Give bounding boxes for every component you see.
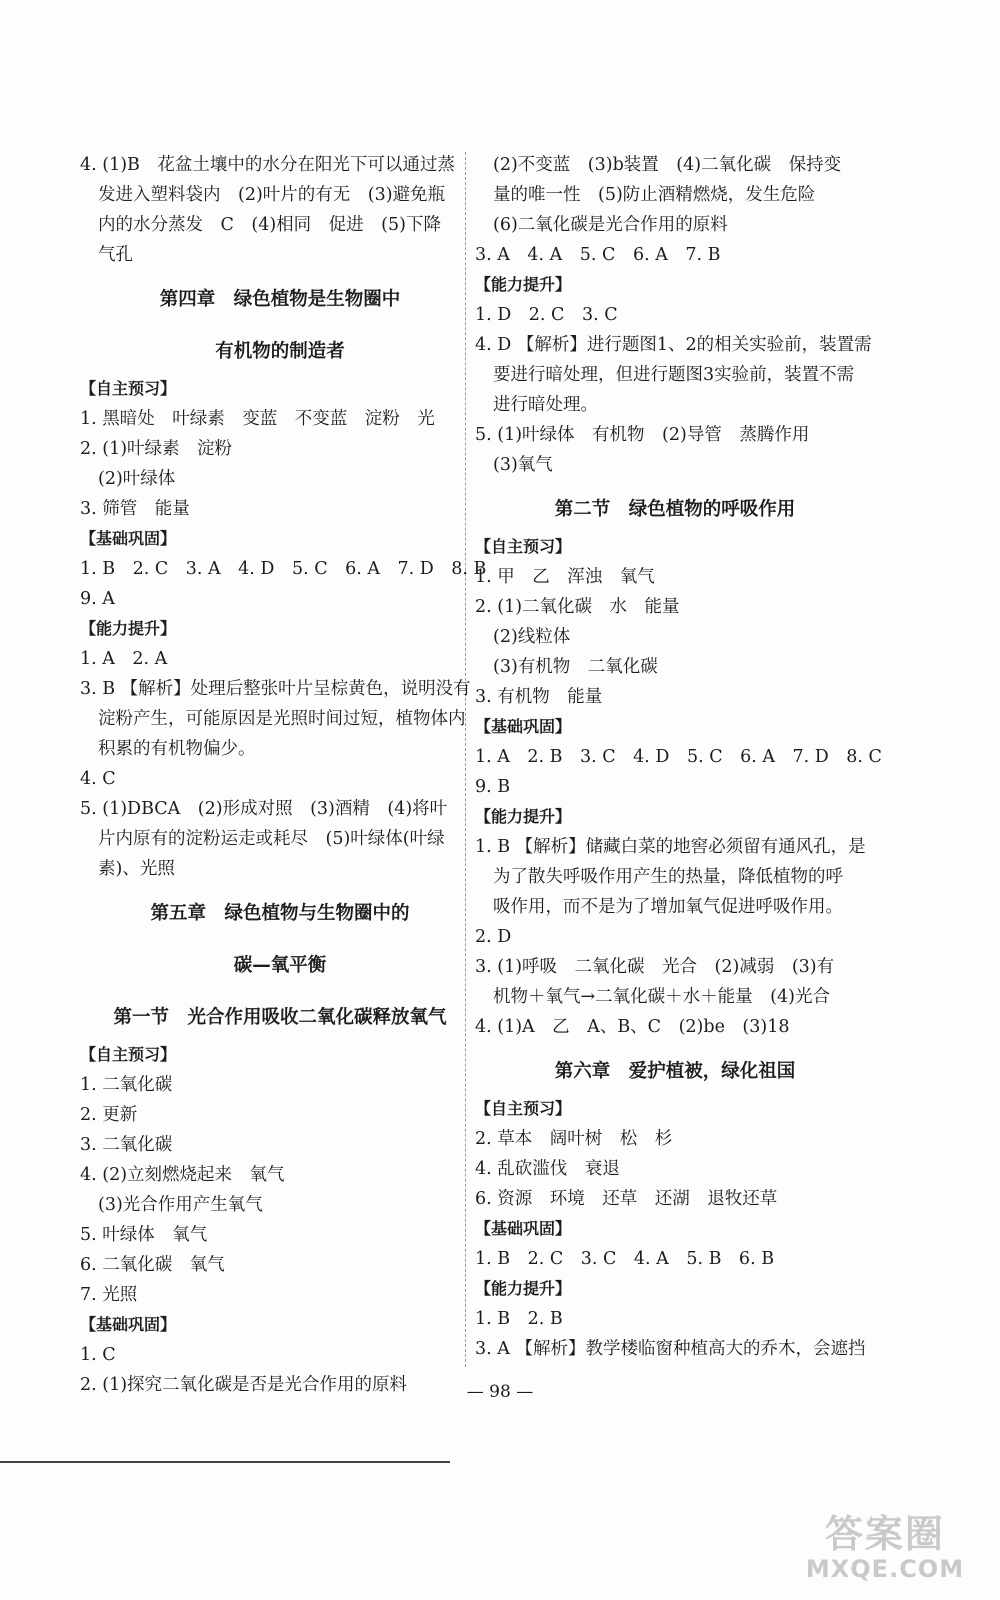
answer-line: 量的唯一性 (5)防止酒精燃烧，发生危险 xyxy=(493,185,816,205)
section-heading: 碳—氧平衡 xyxy=(233,955,327,976)
answer-line: 发进入塑料袋内 (2)叶片的有无 (3)避免瓶 xyxy=(98,185,446,205)
answer-line: (6)二氧化碳是光合作用的原料 xyxy=(493,215,728,235)
section-tag: 【能力提升】 xyxy=(475,275,572,294)
section-tag: 【能力提升】 xyxy=(80,619,177,638)
answer-line: (2)线粒体 xyxy=(493,627,571,647)
answer-line: 2. (1)二氧化碳 水 能量 xyxy=(475,597,680,617)
answer-line: 1. B 2. C 3. C 4. A 5. B 6. B xyxy=(475,1249,775,1269)
answer-line: 1. D 2. C 3. C xyxy=(475,305,618,325)
answer-line: 2. 草本 阔叶树 松 杉 xyxy=(475,1129,673,1149)
answer-line: 为了散失呼吸作用产生的热量，降低植物的呼 xyxy=(493,867,843,887)
section-heading: 第六章 爱护植被，绿化祖国 xyxy=(554,1061,796,1082)
answer-line: 2. (1)叶绿素 淀粉 xyxy=(80,439,233,459)
watermark xyxy=(790,1512,980,1582)
answer-line: 5. 叶绿体 氧气 xyxy=(80,1225,208,1245)
section-tag: 【能力提升】 xyxy=(475,807,572,826)
answer-line: 1. 甲 乙 浑浊 氧气 xyxy=(475,567,655,587)
left-column xyxy=(80,150,487,1400)
answer-line: 机物＋氧气→二氧化碳＋水＋能量 (4)光合 xyxy=(493,987,830,1007)
section-tag: 【自主预习】 xyxy=(80,379,177,398)
answer-line: 4. C xyxy=(80,769,116,789)
answer-line: 3. B 【解析】处理后整张叶片呈棕黄色，说明没有 xyxy=(80,679,471,699)
answer-line: 3. A 【解析】教学楼临窗种植高大的乔木，会遮挡 xyxy=(475,1339,866,1359)
answer-line: 4. D 【解析】进行题图1、2的相关实验前，装置需 xyxy=(475,335,872,355)
answer-line: 3. 二氧化碳 xyxy=(80,1135,173,1155)
answer-line: 9. B xyxy=(475,777,511,797)
answer-line: 淀粉产生，可能原因是光照时间过短，植物体内 xyxy=(98,709,466,729)
answer-line: 片内原有的淀粉运走或耗尽 (5)叶绿体(叶绿 xyxy=(98,829,445,849)
section-tag: 【自主预习】 xyxy=(80,1045,177,1064)
section-heading: 第二节 绿色植物的呼吸作用 xyxy=(554,499,796,520)
answer-line: 3. (1)呼吸 二氧化碳 光合 (2)减弱 (3)有 xyxy=(475,957,835,977)
section-heading: 有机物的制造者 xyxy=(215,341,345,362)
answer-line: (2)不变蓝 (3)b装置 (4)二氧化碳 保持变 xyxy=(493,155,842,175)
answer-line: 4. (1)A 乙 A、B、C (2)be (3)18 xyxy=(475,1017,790,1037)
answer-line: 5. (1)DBCA (2)形成对照 (3)酒精 (4)将叶 xyxy=(80,799,448,819)
answer-line: 3. A 4. A 5. C 6. A 7. B xyxy=(475,245,721,265)
answer-line: 9. A xyxy=(80,589,115,609)
answer-line: (3)氧气 xyxy=(493,455,553,475)
section-tag: 【基础巩固】 xyxy=(475,717,572,736)
section-tag: 【基础巩固】 xyxy=(475,1219,572,1238)
section-tag: 【自主预习】 xyxy=(475,1099,572,1118)
answer-line: 1. A 2. A xyxy=(80,649,168,669)
answer-line: 3. 有机物 能量 xyxy=(475,687,603,707)
answer-line: 2. 更新 xyxy=(80,1105,138,1125)
answer-line: 气孔 xyxy=(98,245,133,265)
answer-line: 内的水分蒸发 C (4)相同 促进 (5)下降 xyxy=(98,215,441,235)
answer-line: 吸作用，而不是为了增加氧气促进呼吸作用。 xyxy=(493,897,843,917)
answer-line: 1. B 2. B xyxy=(475,1309,563,1329)
answer-line: 2. (1)探究二氧化碳是否是光合作用的原料 xyxy=(80,1375,408,1395)
answer-line: 1. 黑暗处 叶绿素 变蓝 不变蓝 淀粉 光 xyxy=(80,409,435,429)
answer-line: 要进行暗处理，但进行题图3实验前，装置不需 xyxy=(493,365,855,385)
answer-line: 素)、光照 xyxy=(98,859,175,879)
right-column xyxy=(475,150,882,1364)
section-heading: 第四章 绿色植物是生物圈中 xyxy=(159,289,401,310)
scan-edge-line xyxy=(0,1461,450,1463)
answer-line: 6. 资源 环境 还草 还湖 退牧还草 xyxy=(475,1189,778,1209)
answer-line: 1. B 【解析】储藏白菜的地窖必须留有通风孔，是 xyxy=(475,837,866,857)
answer-line: 积累的有机物偏少。 xyxy=(98,739,256,759)
answer-line: 3. 筛管 能量 xyxy=(80,499,190,519)
answer-line: 5. (1)叶绿体 有机物 (2)导管 蒸腾作用 xyxy=(475,425,810,445)
section-heading: 第一节 光合作用吸收二氧化碳释放氧气 xyxy=(113,1007,447,1028)
answer-line: 6. 二氧化碳 氧气 xyxy=(80,1255,225,1275)
answer-line: 7. 光照 xyxy=(80,1285,138,1305)
watermark-logo: 答案圈 xyxy=(824,1512,945,1556)
section-tag: 【基础巩固】 xyxy=(80,1315,177,1334)
answer-line: 进行暗处理。 xyxy=(493,395,598,415)
section-heading: 第五章 绿色植物与生物圈中的 xyxy=(150,903,410,924)
answer-line: 2. D xyxy=(475,927,512,947)
answer-line: 1. 二氧化碳 xyxy=(80,1075,173,1095)
answer-line: 4. (2)立刻燃烧起来 氧气 xyxy=(80,1165,285,1185)
answer-line: (2)叶绿体 xyxy=(98,469,176,489)
watermark-url: MXQE.COM xyxy=(805,1555,965,1583)
section-tag: 【能力提升】 xyxy=(475,1279,572,1298)
section-tag: 【基础巩固】 xyxy=(80,529,177,548)
answer-line: 1. B 2. C 3. A 4. D 5. C 6. A 7. D 8. B xyxy=(80,559,487,579)
section-tag: 【自主预习】 xyxy=(475,537,572,556)
answer-line: 1. A 2. B 3. C 4. D 5. C 6. A 7. D 8. C xyxy=(475,747,882,767)
answer-line: 4. 乱砍滥伐 衰退 xyxy=(475,1159,620,1179)
page-number: — 98 — xyxy=(466,1382,534,1402)
answer-line: 4. (1)B 花盆土壤中的水分在阳光下可以通过蒸 xyxy=(80,155,455,175)
answer-line: 1. C xyxy=(80,1345,116,1365)
answer-line: (3)有机物 二氧化碳 xyxy=(493,657,658,677)
answer-line: (3)光合作用产生氧气 xyxy=(98,1195,263,1215)
